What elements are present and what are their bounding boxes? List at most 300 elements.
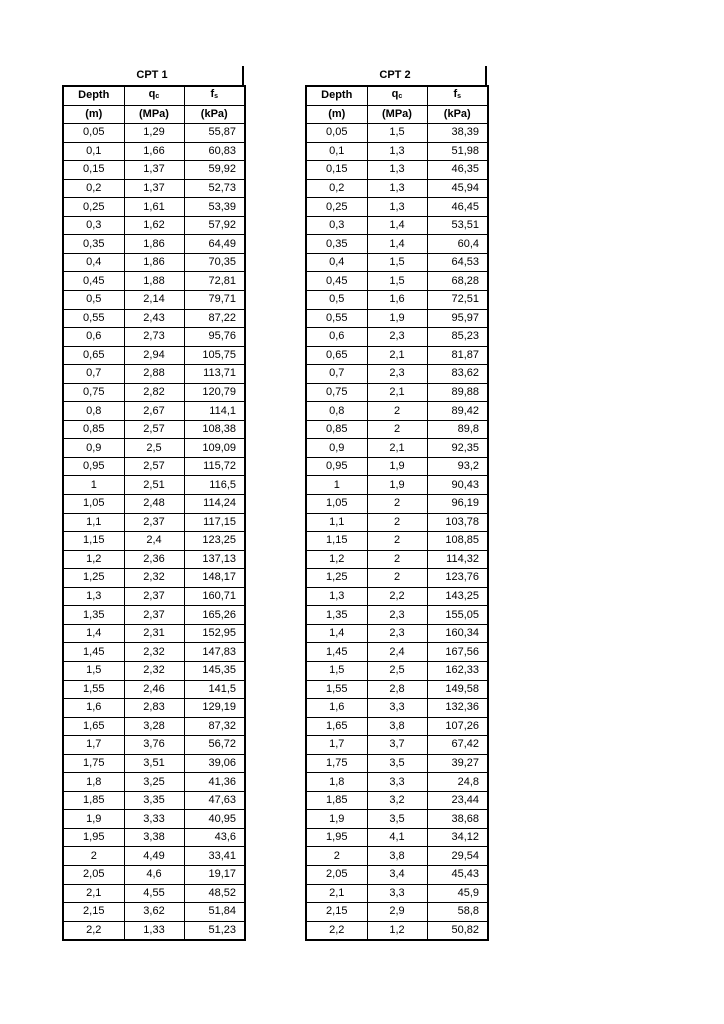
fs-cell: 116,5 <box>184 476 245 495</box>
depth-cell: 1,9 <box>306 810 367 829</box>
fs-header: $f_s$ <box>184 86 245 105</box>
depth-cell: 0,75 <box>63 383 124 402</box>
table-row <box>63 921 245 940</box>
table-row <box>306 291 488 310</box>
table-row <box>306 272 488 291</box>
table-row <box>63 365 245 384</box>
qc-cell: 3,25 <box>124 773 184 792</box>
depth-cell: 1,05 <box>306 495 367 514</box>
fs-cell: 45,94 <box>427 179 488 198</box>
depth-cell: 1,7 <box>306 736 367 755</box>
table-row <box>306 921 488 940</box>
table-row <box>63 495 245 514</box>
qc-cell: 1,4 <box>367 216 427 235</box>
table-row <box>306 903 488 922</box>
table-row <box>306 420 488 439</box>
depth-cell: 0,75 <box>306 383 367 402</box>
depth-cell: 0,35 <box>63 235 124 254</box>
fs-cell: 47,63 <box>184 791 245 810</box>
qc-cell: 2,1 <box>367 383 427 402</box>
fs-cell: 39,27 <box>427 754 488 773</box>
table-row <box>306 402 488 421</box>
table-row <box>63 253 245 272</box>
table-row <box>306 532 488 551</box>
table-row <box>63 810 245 829</box>
fs-cell: 160,34 <box>427 624 488 643</box>
qc-cell: 2,73 <box>124 328 184 347</box>
qc-cell: 2 <box>367 532 427 551</box>
table-row <box>306 383 488 402</box>
qc-cell: 2,4 <box>367 643 427 662</box>
fs-cell: 23,44 <box>427 791 488 810</box>
qc-cell: 1,62 <box>124 216 184 235</box>
fs-unit: (kPa) <box>184 105 245 124</box>
table-row <box>63 235 245 254</box>
depth-cell: 1,6 <box>63 699 124 718</box>
fs-cell: 143,25 <box>427 587 488 606</box>
qc-cell: 4,55 <box>124 884 184 903</box>
qc-unit: (MPa) <box>367 105 427 124</box>
depth-cell: 1,1 <box>306 513 367 532</box>
qc-cell: 3,3 <box>367 773 427 792</box>
qc-cell: 2 <box>367 402 427 421</box>
table-row <box>306 773 488 792</box>
qc-cell: 2,82 <box>124 383 184 402</box>
table-row <box>63 754 245 773</box>
depth-cell: 1,35 <box>63 606 124 625</box>
table-row <box>306 643 488 662</box>
fs-cell: 162,33 <box>427 661 488 680</box>
depth-header: Depth <box>63 86 124 105</box>
depth-cell: 1,35 <box>306 606 367 625</box>
fs-cell: 145,35 <box>184 661 245 680</box>
qc-cell: 2,94 <box>124 346 184 365</box>
cpt2-table-block <box>305 66 487 941</box>
qc-cell: 4,1 <box>367 828 427 847</box>
qc-cell: 3,76 <box>124 736 184 755</box>
fs-cell: 95,97 <box>427 309 488 328</box>
qc-cell: 2,48 <box>124 495 184 514</box>
fs-cell: 113,71 <box>184 365 245 384</box>
fs-cell: 87,22 <box>184 309 245 328</box>
qc-cell: 4,6 <box>124 865 184 884</box>
table-row <box>306 216 488 235</box>
table-row <box>306 624 488 643</box>
fs-cell: 107,26 <box>427 717 488 736</box>
qc-cell: 2,36 <box>124 550 184 569</box>
fs-cell: 129,19 <box>184 699 245 718</box>
table-row <box>306 810 488 829</box>
qc-cell: 3,33 <box>124 810 184 829</box>
table-row <box>306 513 488 532</box>
table-title: CPT 1 <box>62 66 244 85</box>
table-row <box>63 420 245 439</box>
table-row <box>63 773 245 792</box>
depth-cell: 1,05 <box>63 495 124 514</box>
depth-cell: 0,65 <box>306 346 367 365</box>
table-row <box>306 476 488 495</box>
depth-cell: 1,2 <box>63 550 124 569</box>
qc-cell: 1,37 <box>124 161 184 180</box>
qc-cell: 3,2 <box>367 791 427 810</box>
units-row <box>306 105 488 124</box>
fs-cell: 45,9 <box>427 884 488 903</box>
depth-cell: 2,1 <box>306 884 367 903</box>
qc-cell: 3,8 <box>367 717 427 736</box>
fs-cell: 149,58 <box>427 680 488 699</box>
qc-cell: 2,37 <box>124 513 184 532</box>
qc-cell: 2,31 <box>124 624 184 643</box>
fs-cell: 87,32 <box>184 717 245 736</box>
qc-cell: 2,32 <box>124 643 184 662</box>
qc-cell: 2,88 <box>124 365 184 384</box>
fs-cell: 132,36 <box>427 699 488 718</box>
fs-cell: 58,8 <box>427 903 488 922</box>
qc-header: $q_c$ <box>124 86 184 105</box>
fs-cell: 72,51 <box>427 291 488 310</box>
depth-cell: 1,8 <box>306 773 367 792</box>
qc-cell: 2 <box>367 420 427 439</box>
fs-cell: 33,41 <box>184 847 245 866</box>
fs-cell: 46,45 <box>427 198 488 217</box>
qc-unit: (MPa) <box>124 105 184 124</box>
depth-cell: 0,55 <box>63 309 124 328</box>
table-row <box>306 124 488 143</box>
fs-cell: 43,6 <box>184 828 245 847</box>
depth-cell: 0,1 <box>306 142 367 161</box>
header-row <box>63 86 245 105</box>
fs-cell: 38,68 <box>427 810 488 829</box>
depth-cell: 1,3 <box>63 587 124 606</box>
qc-cell: 1,5 <box>367 272 427 291</box>
qc-cell: 2 <box>367 495 427 514</box>
depth-cell: 0,55 <box>306 309 367 328</box>
fs-cell: 72,81 <box>184 272 245 291</box>
table-row <box>63 272 245 291</box>
depth-cell: 0,1 <box>63 142 124 161</box>
depth-cell: 1,6 <box>306 699 367 718</box>
fs-cell: 55,87 <box>184 124 245 143</box>
depth-cell: 0,45 <box>306 272 367 291</box>
qc-cell: 1,6 <box>367 291 427 310</box>
qc-cell: 3,4 <box>367 865 427 884</box>
table-row <box>306 791 488 810</box>
fs-cell: 123,76 <box>427 569 488 588</box>
depth-cell: 2,2 <box>306 921 367 940</box>
depth-cell: 0,7 <box>63 365 124 384</box>
table-row <box>306 550 488 569</box>
qc-cell: 2,3 <box>367 624 427 643</box>
table-row <box>63 198 245 217</box>
depth-cell: 1,1 <box>63 513 124 532</box>
fs-cell: 64,49 <box>184 235 245 254</box>
table-row <box>306 754 488 773</box>
table-row <box>63 569 245 588</box>
table-row <box>63 216 245 235</box>
depth-cell: 0,85 <box>63 420 124 439</box>
fs-cell: 148,17 <box>184 569 245 588</box>
qc-cell: 1,9 <box>367 309 427 328</box>
depth-cell: 2,05 <box>63 865 124 884</box>
fs-cell: 48,52 <box>184 884 245 903</box>
table-row <box>63 828 245 847</box>
depth-cell: 1,9 <box>63 810 124 829</box>
qc-cell: 1,3 <box>367 161 427 180</box>
table-row <box>63 680 245 699</box>
table-title: CPT 2 <box>305 66 487 85</box>
fs-cell: 96,19 <box>427 495 488 514</box>
fs-cell: 137,13 <box>184 550 245 569</box>
depth-cell: 0,25 <box>63 198 124 217</box>
table-row <box>306 328 488 347</box>
table-row <box>63 383 245 402</box>
qc-cell: 2,14 <box>124 291 184 310</box>
qc-cell: 2,9 <box>367 903 427 922</box>
depth-cell: 1,25 <box>306 569 367 588</box>
depth-cell: 1,25 <box>63 569 124 588</box>
qc-cell: 1,3 <box>367 142 427 161</box>
depth-cell: 2,1 <box>63 884 124 903</box>
qc-cell: 1,88 <box>124 272 184 291</box>
qc-cell: 3,3 <box>367 884 427 903</box>
cpt1-table-block <box>62 66 244 941</box>
depth-unit: (m) <box>63 105 124 124</box>
table-row <box>63 736 245 755</box>
depth-cell: 0,95 <box>306 457 367 476</box>
depth-cell: 1,5 <box>306 661 367 680</box>
table-row <box>63 717 245 736</box>
qc-cell: 3,35 <box>124 791 184 810</box>
cpt1-table <box>62 85 246 941</box>
qc-cell: 3,7 <box>367 736 427 755</box>
cpt2-table <box>305 85 489 941</box>
fs-cell: 57,92 <box>184 216 245 235</box>
fs-cell: 114,32 <box>427 550 488 569</box>
depth-cell: 1 <box>63 476 124 495</box>
table-row <box>63 661 245 680</box>
fs-cell: 51,84 <box>184 903 245 922</box>
depth-unit: (m) <box>306 105 367 124</box>
table-row <box>306 179 488 198</box>
depth-cell: 2,2 <box>63 921 124 940</box>
fs-cell: 123,25 <box>184 532 245 551</box>
fs-cell: 90,43 <box>427 476 488 495</box>
fs-cell: 167,56 <box>427 643 488 662</box>
table-row <box>63 346 245 365</box>
table-row <box>63 476 245 495</box>
fs-cell: 41,36 <box>184 773 245 792</box>
fs-cell: 105,75 <box>184 346 245 365</box>
fs-cell: 93,2 <box>427 457 488 476</box>
qc-cell: 1,5 <box>367 124 427 143</box>
fs-cell: 59,92 <box>184 161 245 180</box>
qc-cell: 2,32 <box>124 569 184 588</box>
qc-cell: 2,32 <box>124 661 184 680</box>
table-row <box>306 365 488 384</box>
depth-cell: 0,65 <box>63 346 124 365</box>
fs-cell: 46,35 <box>427 161 488 180</box>
depth-cell: 0,45 <box>63 272 124 291</box>
depth-cell: 0,6 <box>306 328 367 347</box>
table-row <box>306 847 488 866</box>
table-row <box>63 328 245 347</box>
fs-cell: 53,39 <box>184 198 245 217</box>
depth-cell: 0,6 <box>63 328 124 347</box>
fs-cell: 40,95 <box>184 810 245 829</box>
depth-cell: 1,7 <box>63 736 124 755</box>
fs-cell: 108,38 <box>184 420 245 439</box>
table-row <box>63 606 245 625</box>
depth-cell: 0,35 <box>306 235 367 254</box>
qc-cell: 1,3 <box>367 179 427 198</box>
fs-cell: 51,98 <box>427 142 488 161</box>
qc-cell: 2,3 <box>367 365 427 384</box>
table-row <box>306 161 488 180</box>
qc-cell: 2,46 <box>124 680 184 699</box>
depth-cell: 1,15 <box>63 532 124 551</box>
fs-cell: 81,87 <box>427 346 488 365</box>
qc-cell: 2,43 <box>124 309 184 328</box>
fs-cell: 95,76 <box>184 328 245 347</box>
qc-cell: 3,51 <box>124 754 184 773</box>
qc-cell: 3,28 <box>124 717 184 736</box>
depth-cell: 1,65 <box>63 717 124 736</box>
fs-cell: 114,24 <box>184 495 245 514</box>
table-row <box>306 253 488 272</box>
fs-cell: 152,95 <box>184 624 245 643</box>
fs-cell: 108,85 <box>427 532 488 551</box>
qc-cell: 1,9 <box>367 457 427 476</box>
fs-cell: 114,1 <box>184 402 245 421</box>
table-row <box>63 179 245 198</box>
depth-cell: 2 <box>306 847 367 866</box>
table-row <box>306 309 488 328</box>
table-row <box>306 865 488 884</box>
fs-cell: 68,28 <box>427 272 488 291</box>
qc-cell: 2,51 <box>124 476 184 495</box>
qc-cell: 2,5 <box>367 661 427 680</box>
table-row <box>306 606 488 625</box>
table-row <box>306 884 488 903</box>
qc-cell: 2 <box>367 569 427 588</box>
depth-cell: 2,15 <box>63 903 124 922</box>
depth-header: Depth <box>306 86 367 105</box>
table-row <box>306 736 488 755</box>
depth-cell: 0,05 <box>63 124 124 143</box>
table-row <box>63 291 245 310</box>
fs-cell: 155,05 <box>427 606 488 625</box>
fs-cell: 79,71 <box>184 291 245 310</box>
units-row <box>63 105 245 124</box>
table-row <box>63 457 245 476</box>
table-row <box>63 699 245 718</box>
fs-cell: 19,17 <box>184 865 245 884</box>
table-row <box>306 439 488 458</box>
fs-cell: 89,42 <box>427 402 488 421</box>
depth-cell: 1,55 <box>63 680 124 699</box>
depth-cell: 0,05 <box>306 124 367 143</box>
table-row <box>63 142 245 161</box>
depth-cell: 1,75 <box>63 754 124 773</box>
fs-cell: 56,72 <box>184 736 245 755</box>
fs-cell: 24,8 <box>427 773 488 792</box>
fs-cell: 60,83 <box>184 142 245 161</box>
fs-cell: 92,35 <box>427 439 488 458</box>
depth-cell: 0,4 <box>63 253 124 272</box>
qc-cell: 2,1 <box>367 439 427 458</box>
depth-cell: 0,85 <box>306 420 367 439</box>
table-row <box>63 587 245 606</box>
depth-cell: 1,4 <box>306 624 367 643</box>
qc-cell: 3,8 <box>367 847 427 866</box>
depth-cell: 1,85 <box>306 791 367 810</box>
table-row <box>63 884 245 903</box>
depth-cell: 0,4 <box>306 253 367 272</box>
qc-cell: 2,37 <box>124 606 184 625</box>
qc-cell: 2,3 <box>367 328 427 347</box>
fs-cell: 165,26 <box>184 606 245 625</box>
table-row <box>306 587 488 606</box>
qc-header: $q_c$ <box>367 86 427 105</box>
qc-cell: 2,8 <box>367 680 427 699</box>
fs-cell: 89,88 <box>427 383 488 402</box>
depth-cell: 0,25 <box>306 198 367 217</box>
fs-cell: 29,54 <box>427 847 488 866</box>
fs-cell: 52,73 <box>184 179 245 198</box>
qc-cell: 2,37 <box>124 587 184 606</box>
fs-cell: 120,79 <box>184 383 245 402</box>
qc-cell: 2,83 <box>124 699 184 718</box>
table-row <box>306 495 488 514</box>
depth-cell: 2 <box>63 847 124 866</box>
depth-cell: 1,5 <box>63 661 124 680</box>
cpt1-body <box>63 124 245 941</box>
qc-cell: 2 <box>367 550 427 569</box>
qc-cell: 1,3 <box>367 198 427 217</box>
fs-cell: 38,39 <box>427 124 488 143</box>
qc-cell: 2,57 <box>124 457 184 476</box>
table-row <box>306 142 488 161</box>
fs-cell: 60,4 <box>427 235 488 254</box>
depth-cell: 0,15 <box>306 161 367 180</box>
fs-cell: 85,23 <box>427 328 488 347</box>
fs-cell: 39,06 <box>184 754 245 773</box>
qc-cell: 2,1 <box>367 346 427 365</box>
depth-cell: 1,45 <box>63 643 124 662</box>
qc-cell: 1,86 <box>124 253 184 272</box>
depth-cell: 0,15 <box>63 161 124 180</box>
table-row <box>306 569 488 588</box>
table-row <box>63 791 245 810</box>
depth-cell: 1,95 <box>63 828 124 847</box>
fs-unit: (kPa) <box>427 105 488 124</box>
depth-cell: 1,55 <box>306 680 367 699</box>
table-row <box>63 124 245 143</box>
table-row <box>63 309 245 328</box>
qc-cell: 1,9 <box>367 476 427 495</box>
depth-cell: 0,5 <box>306 291 367 310</box>
fs-cell: 34,12 <box>427 828 488 847</box>
depth-cell: 1,85 <box>63 791 124 810</box>
table-row <box>63 903 245 922</box>
table-row <box>63 865 245 884</box>
depth-cell: 1,8 <box>63 773 124 792</box>
qc-cell: 2,67 <box>124 402 184 421</box>
fs-cell: 117,15 <box>184 513 245 532</box>
fs-cell: 45,43 <box>427 865 488 884</box>
table-row <box>306 457 488 476</box>
fs-cell: 67,42 <box>427 736 488 755</box>
